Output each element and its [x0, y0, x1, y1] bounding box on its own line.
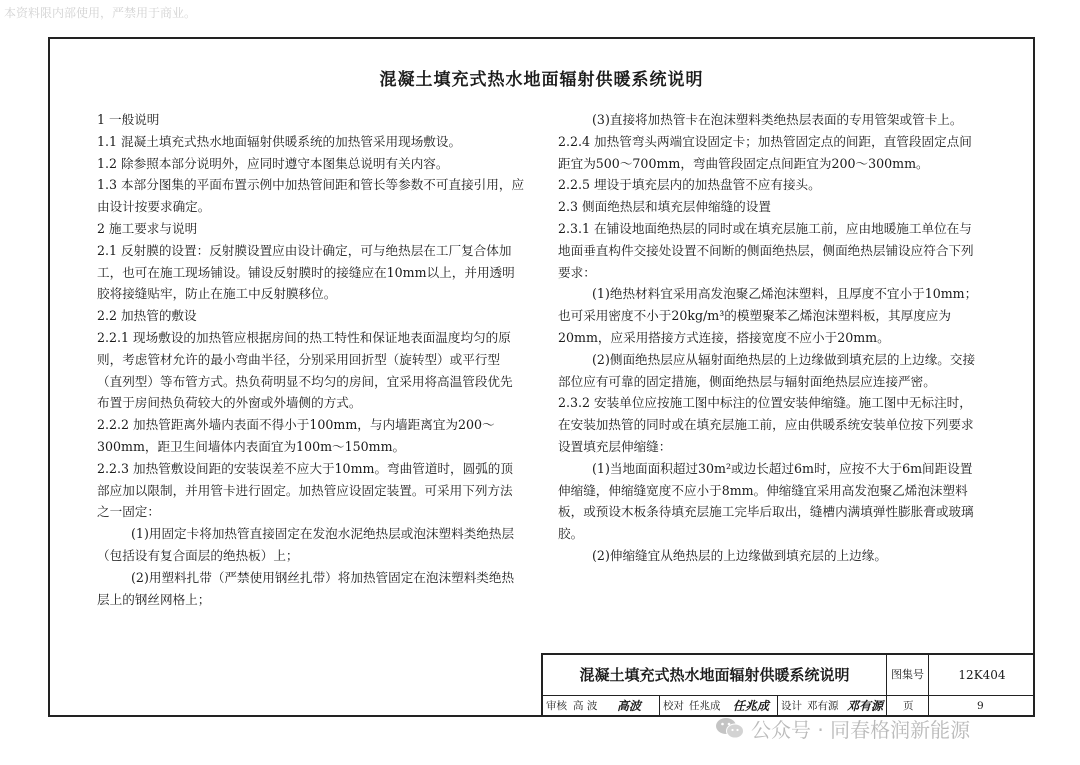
page-label: 页	[903, 700, 914, 712]
paragraph: 2.2.3 加热管敷设间距的安装误差不应大于10mm。弯曲管道时，圆弧的顶部应加以限制，并用管卡进行固定。加热管应设固定装置。可采用下列方法之一固定：	[97, 460, 513, 520]
title-block-title: 混凝土填充式热水地面辐射供暖系统说明	[543, 655, 887, 695]
paragraph: 2.2.4 加热管弯头两端宜设固定卡；加热管固定点的间距，直管段固定点间距宜为500～700mm，弯曲管段固定点间距宜为200～300mm。	[558, 133, 972, 171]
divider	[659, 696, 660, 717]
page-number: 9	[977, 700, 984, 712]
design-name: 邓有源	[807, 700, 839, 712]
check-signature: 任兆成	[733, 699, 770, 713]
paragraph: 2.2.5 埋设于填充层内的加热盘管不应有接头。	[558, 177, 821, 193]
list-item: (1)当地面面积超过30m²或边长超过6m时，应按不大于6m间距设置伸缩缝，伸缩缝宽度不应小于8mm。伸缩缝宜采用高发泡聚乙烯泡沫塑料板，或预设木板条待填充层施工完毕后取出，缝槽内满填弹性膨胀膏或玻璃胶。	[558, 460, 974, 542]
list-item: (3)直接将加热管卡在泡沫塑料类绝热层表面的专用管架或管卡上。	[592, 112, 963, 127]
atlas-number-label: 图集号	[887, 655, 929, 695]
title-block-row-main	[543, 655, 1035, 696]
paragraph: 2.2.1 现场敷设的加热管应根据房间的热工特性和保证地表面温度均匀的原则，考虑管材允许的最小弯曲半径，分别采用回折型（旋转型）或平行型（直列型）等布管方式。热负荷明显不均匀的房间，宜采用将高温管段优先布置于房间热负荷较大的外窗或外墙侧的方式。	[97, 329, 513, 411]
paragraph: 2.2.2 加热管距离外墙内表面不得小于100mm，与内墙距离宜为200～300mm，距卫生间墙体内表面宜为100m～150mm。	[97, 417, 495, 454]
review-label: 审核	[546, 700, 567, 712]
heading-insulation-joints: 2.3 侧面绝热层和填充层伸缩缝的设置	[558, 199, 771, 215]
paragraph: 2.3.2 安装单位应按施工图中标注的位置安装伸缩缝。施工图中无标注时，在安装加热管的同时或在填充层施工前，应由供暖系统安装单位按下列要求设置填充层伸缩缝：	[558, 395, 974, 454]
paragraph: 2.1 反射膜的设置：反射膜设置应由设计确定，可与绝热层在工厂复合体加工，也可在施工现场铺设。铺设反射膜时的接缝应在10mm以上，并用透明胶将接缝贴牢，防止在施工中反射膜移位。	[97, 242, 515, 302]
list-item: (1)用固定卡将加热管直接固定在发泡水泥绝热层或泡沫塑料类绝热层（包括设有复合面层的绝热板）上；	[97, 526, 515, 563]
watermark-top-text: 本资料限内部使用，严禁用于商业。	[4, 6, 197, 20]
watermark-bottom-text: 公众号 · 同春格润新能源	[751, 717, 971, 742]
heading-pipe-laying: 2.2 加热管的敷设	[97, 308, 197, 324]
title-block	[541, 653, 1035, 717]
list-item: (2)伸缩缝宜从绝热层的上边缘做到填充层的上边缘。	[592, 547, 887, 563]
paragraph: 1.3 本部分图集的平面布置示例中加热管间距和管长等参数不可直接引用，应由设计按要求确定。	[97, 177, 525, 215]
document-title: 混凝土填充式热水地面辐射供暖系统说明	[379, 70, 704, 90]
list-item: (2)侧面绝热层应从辐射面绝热层的上边缘做到填充层的上边缘。交接部位应有可靠的固定措施，侧面绝热层与辐射面绝热层应连接严密。	[558, 351, 976, 389]
wechat-logo-icon	[715, 716, 745, 740]
design-label: 设计	[781, 700, 802, 712]
list-item: (1)绝热材料宜采用高发泡聚乙烯泡沫塑料，且厚度不宜小于10mm；也可采用密度不小于20kg/m³的模塑聚苯乙烯泡沫塑料板，其厚度应为20mm，应采用搭接方式连接，搭接宽度不应小于20mm。	[558, 286, 978, 345]
design-signature: 邓有源	[847, 699, 884, 713]
check-label: 校对	[663, 700, 684, 712]
drawing-frame	[48, 37, 1035, 717]
right-column	[558, 109, 983, 567]
paragraph: 2.3.1 在铺设地面绝热层的同时或在填充层施工前，应由地暖施工单位在与地面垂直构件交接处设置不间断的侧面绝热层，侧面绝热层铺设应符合下列要求：	[558, 220, 974, 280]
heading-general: 1 一般说明	[97, 112, 160, 127]
paragraph: 1.1 混凝土填充式热水地面辐射供暖系统的加热管采用现场敷设。	[97, 133, 462, 149]
heading-construction: 2 施工要求与说明	[97, 220, 198, 236]
left-column	[97, 109, 525, 610]
paragraph: 1.2 除参照本部分说明外，应同时遵守本图集总说明有关内容。	[97, 155, 449, 171]
check-name: 任兆成	[689, 700, 721, 712]
wechat-watermark	[715, 710, 970, 746]
review-signature: 高波	[617, 699, 642, 713]
list-item: (2)用塑料扎带（严禁使用钢丝扎带）将加热管固定在泡沫塑料类绝热层上的钢丝网格上；	[97, 569, 515, 607]
atlas-number: 12K404	[958, 668, 1006, 682]
review-name: 高 波	[573, 700, 598, 712]
